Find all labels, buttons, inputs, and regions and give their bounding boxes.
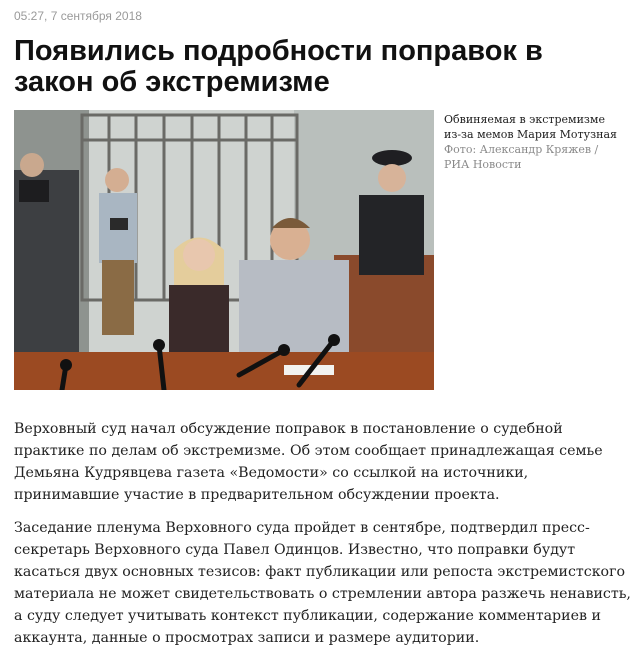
caption-text: Обвиняемая в экстремизме из-за мемов Мария Мотузная (444, 113, 617, 141)
article-photo (14, 110, 434, 390)
article-paragraph: Верховный суд начал обсуждение поправок в постановление о судебной практике по делам об экстремизме. Об этом сообщает принадлежащая семье Демьяна Кудрявцева газета «Ведомости» со ссылкой на источники, принимавшие участие в предварительном обсуждении проекта. (14, 421, 603, 503)
courtroom-photo (14, 110, 434, 390)
article-headline: Появились подробности поправок в закон об экстремизме (14, 35, 543, 98)
photo-caption (444, 112, 624, 172)
article-date: 05:27, 7 сентября 2018 (14, 9, 142, 23)
photo-credit: Фото: Александр Кряжев / РИА Новости (444, 143, 599, 171)
article-paragraph: Заседание пленума Верховного суда пройдет в сентябре, подтвердил пресс-секретарь Верховного суда Павел Одинцов. Известно, что поправки будут касаться двух основных тезисов: факт публикации или репоста экстремистского материала не может свидетельствовать о стремлении автора разжечь ненависть, а суду следует учитывать контекст публикации, содержание комментариев и аккаунта, данные о просмотрах записи и размере аудитории. (14, 520, 631, 646)
